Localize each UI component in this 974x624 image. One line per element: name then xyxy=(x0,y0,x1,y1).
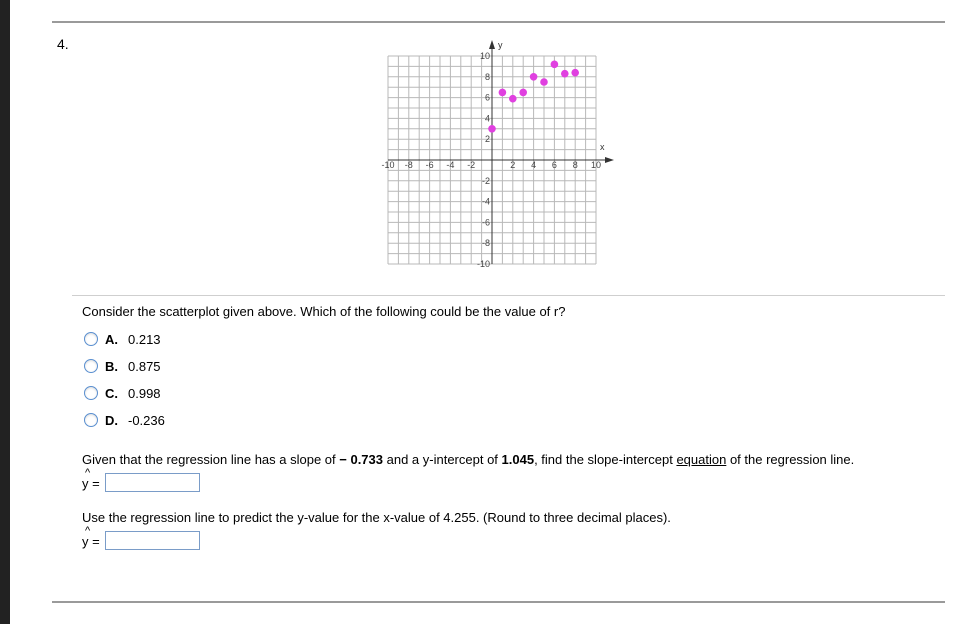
regression-text-4: of the regression line. xyxy=(726,452,855,467)
y-tick-label: -2 xyxy=(481,175,490,186)
question-number: 4. xyxy=(57,36,69,52)
option-d-letter: D. xyxy=(105,412,118,428)
option-c-value: 0.998 xyxy=(128,385,161,401)
x-axis-label: x xyxy=(600,142,605,152)
hat-symbol: ^ xyxy=(85,525,91,537)
x-tick-label: 10 xyxy=(590,160,602,170)
data-point xyxy=(571,69,579,77)
y-axis-label: y xyxy=(498,40,503,50)
data-point xyxy=(561,70,569,78)
intercept-value: 1.045 xyxy=(501,452,535,467)
top-divider xyxy=(52,21,945,23)
option-c-letter: C. xyxy=(105,385,118,401)
option-a[interactable] xyxy=(84,330,161,348)
yhat-label-2 xyxy=(82,525,100,549)
regression-text-2: and a y-intercept of xyxy=(383,452,502,467)
option-d-value: -0.236 xyxy=(128,412,165,428)
x-tick-label: 4 xyxy=(531,160,537,170)
data-point xyxy=(530,73,538,81)
y-tick-label: -6 xyxy=(481,217,490,228)
y-tick-label: 2 xyxy=(484,134,490,145)
option-c[interactable] xyxy=(84,384,161,402)
x-tick-label: -4 xyxy=(446,160,455,170)
radio-c[interactable] xyxy=(84,386,98,400)
section-divider xyxy=(72,295,945,296)
y-tick-label: 6 xyxy=(484,92,490,103)
equation-answer-input[interactable] xyxy=(105,473,200,492)
x-tick-label: 8 xyxy=(572,160,578,170)
radio-a[interactable] xyxy=(84,332,98,346)
y-tick-label: -4 xyxy=(481,196,490,207)
slope-value: − 0.733 xyxy=(339,452,384,467)
radio-d[interactable] xyxy=(84,413,98,427)
regression-text-3: , find the slope-intercept xyxy=(534,452,677,467)
x-axis-arrow xyxy=(605,157,614,163)
option-a-value: 0.213 xyxy=(128,331,161,347)
predict-prompt: Use the regression line to predict the y-value for the x-value of 4.255. (Round to three decimal places). xyxy=(82,510,671,525)
window-edge xyxy=(0,0,10,624)
data-point xyxy=(551,61,559,69)
option-d[interactable] xyxy=(84,411,165,429)
x-tick-label: -6 xyxy=(425,160,434,170)
hat-symbol: ^ xyxy=(85,467,91,479)
radio-b[interactable] xyxy=(84,359,98,373)
option-a-letter: A. xyxy=(105,331,118,347)
x-tick-label: -10 xyxy=(381,160,395,170)
y-tick-label: 8 xyxy=(484,71,490,82)
yhat-text: y = xyxy=(82,534,100,549)
y-tick-label: -10 xyxy=(476,259,490,269)
data-point xyxy=(519,89,527,97)
y-tick-label: -8 xyxy=(481,238,490,249)
x-tick-label: -8 xyxy=(404,160,413,170)
option-b-value: 0.875 xyxy=(128,358,161,374)
bottom-divider xyxy=(52,601,945,603)
yhat-text: y = xyxy=(82,476,100,491)
y-tick-label: 4 xyxy=(484,113,490,124)
y-tick-label: 10 xyxy=(479,51,490,61)
regression-prompt xyxy=(82,452,854,467)
option-b[interactable] xyxy=(84,357,161,375)
yhat-label-1 xyxy=(82,467,100,491)
question-text: Consider the scatterplot given above. Which of the following could be the value of r? xyxy=(82,304,566,319)
regression-text-1: Given that the regression line has a slope of xyxy=(82,452,340,467)
option-b-letter: B. xyxy=(105,358,118,374)
scatterplot xyxy=(378,38,618,274)
x-tick-label: -2 xyxy=(467,160,476,170)
equation-link[interactable]: equation xyxy=(676,452,727,467)
data-point xyxy=(509,95,517,103)
x-tick-label: 6 xyxy=(551,160,557,170)
y-axis-arrow xyxy=(489,40,495,49)
data-point xyxy=(488,125,496,133)
x-tick-label: 2 xyxy=(510,160,516,170)
data-point xyxy=(540,78,548,86)
data-point xyxy=(499,89,507,97)
prediction-answer-input[interactable] xyxy=(105,531,200,550)
